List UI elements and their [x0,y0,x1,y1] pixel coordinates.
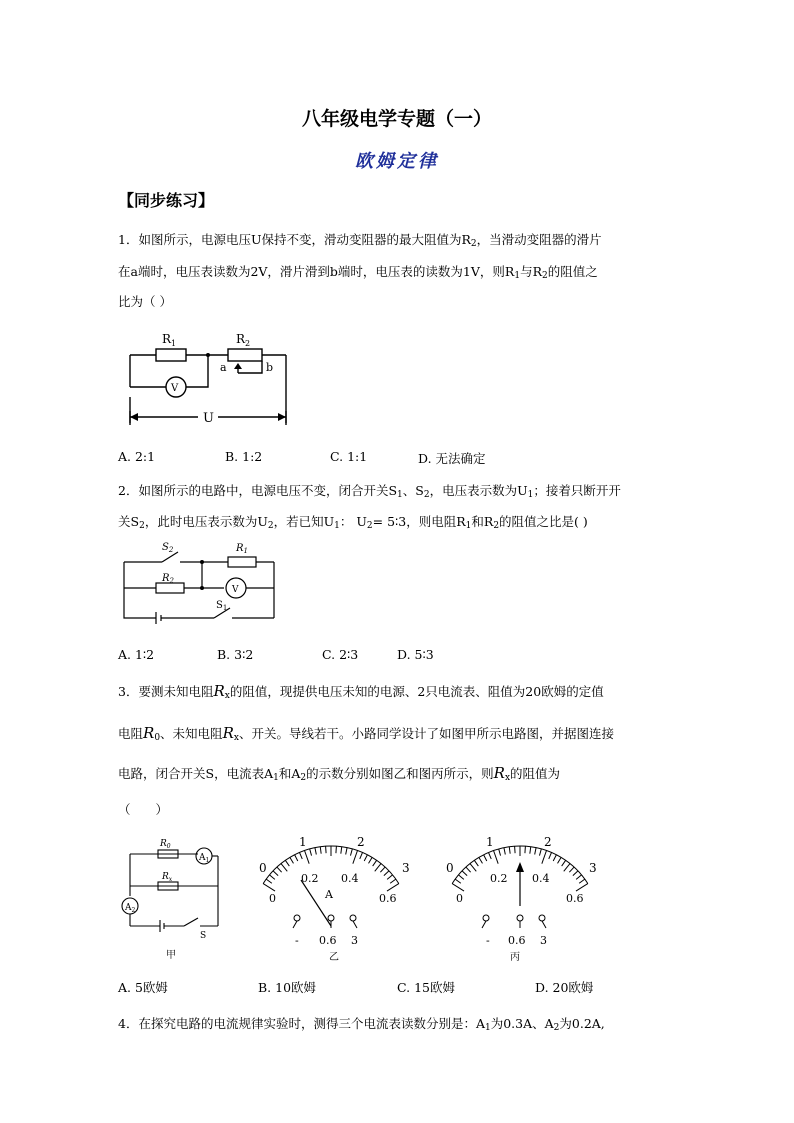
yi-bottom-0: 0 [269,892,276,905]
dial-tick [373,860,377,866]
bing-terminal-06: 0.6 [508,934,526,947]
yi-terminal-06: 0.6 [319,934,337,947]
dial-tick [579,879,585,883]
q2-option-d: D. 5∶3 [397,647,434,662]
dial-tick [290,857,294,863]
q2-option-c: C. 2∶3 [322,647,359,662]
dial-tick [499,849,501,856]
jia-rx-label: $R_x$ [162,872,173,883]
q1-u-label: U [203,411,214,426]
q3-option-b: B. 10欧姆 [258,980,317,995]
yi-top-3: 3 [402,861,410,875]
dial-tick [479,857,483,863]
yi-terminal-3: 3 [351,934,358,947]
dial-tick [341,847,342,854]
dial-tick [281,864,287,872]
q3-line-1: 3．要测未知电阻$R_x$的阻值，现提供电压未知的电源、2只电流表、阻值为20欧姆的定值 [118,682,604,701]
q1-option-b: B. 1:2 [225,449,263,464]
q1-line-3: 比为（ ） [118,294,172,309]
dial-tick [320,847,321,854]
q2-option-a: A. 1∶2 [118,647,155,662]
dial-tick [569,867,574,872]
q1-line-1: 1．如图所示，电源电压U保持不变，滑动变阻器的最大阻值为$R_2$，当滑动变阻器的滑片 [118,232,602,249]
page-subtitle: 欧姆定律 [355,151,439,172]
jia-a1-label: $A_1$ [199,853,210,864]
q1-voltmeter-label: V [171,383,179,394]
dial-tick [466,867,471,872]
bing-terminal-3: 3 [540,934,547,947]
dial-tick [350,849,352,856]
dial-tick [484,855,487,861]
q1-b-label: b [266,361,274,374]
dial-tick [273,871,278,876]
yi-bottom-1: 0.2 [301,872,319,885]
q1-r1-label: $R_1$ [162,332,177,348]
yi-caption: 乙 [329,952,339,962]
yi-terminal-minus: - [295,934,299,947]
q1-line-2: 在a端时，电压表读数为2V，滑片滑到b端时，电压表的读数为1V，则$R_1$与$R_2$的阻值之 [118,264,598,281]
q1-r2-label: $R_2$ [236,332,251,348]
dial-tick [285,860,289,866]
q3-figure-jia [118,830,228,960]
q2-s2-label: $S_2$ [162,542,174,554]
bing-caption: 丙 [510,952,520,962]
bing-top-1: 1 [486,835,494,849]
q1-option-c: C. 1:1 [330,449,368,464]
q2-r2-label: $R_2$ [162,573,174,585]
dial-tick [305,851,310,864]
dial-tick [553,855,556,861]
yi-top-1: 1 [299,835,307,849]
jia-a2-label: $A_2$ [125,903,136,914]
bing-top-3: 3 [589,861,597,875]
bing-bottom-3: 0.6 [566,892,584,905]
dial-tick [384,871,389,876]
q3-option-d: D. 20欧姆 [535,980,594,995]
bing-terminal-minus: - [486,934,490,947]
q2-option-b: B. 3∶2 [217,647,254,662]
q2-voltmeter-label: V [232,585,239,595]
bing-top-0: 0 [446,861,454,875]
yi-top-0: 0 [259,861,267,875]
yi-unit-label: A [325,888,333,901]
dial-tick [504,848,505,855]
dial-tick [488,852,491,858]
bing-bottom-2: 0.4 [532,872,550,885]
dial-tick [539,849,541,856]
q3-option-a: A. 5欧姆 [118,980,168,995]
dial-tick [387,875,392,879]
dial-tick [474,860,478,866]
q2-line-2: 关$S_2$，此时电压表示数为$U_2$，若已知$U_1$： $U_2=$ 5∶3，则电阻$R_1$和$R_2$的阻值之比是( ) [118,514,588,531]
bing-top-2: 2 [544,835,552,849]
dial-tick [549,852,552,858]
dial-tick [263,884,275,891]
dial-tick [455,879,461,883]
dial-tick [360,852,363,858]
bing-bottom-1: 0.2 [490,872,508,885]
q2-s1-label: $S_1$ [216,600,228,612]
q1-a-label: a [220,361,227,374]
section-heading: 【同步练习】 [118,191,215,210]
yi-bottom-3: 0.6 [379,892,397,905]
q3-option-c: C. 15欧姆 [397,980,455,995]
dial-tick [452,884,464,891]
dial-tick [530,847,531,854]
dial-tick [542,851,547,864]
dial-tick [576,884,588,891]
q4-line-1: 4．在探究电路的电流规律实验时，测得三个电流表读数分别是：$A_1$为0.3A、$A_2$为0.2A, [118,1016,605,1033]
q2-line-1: 2．如图所示的电路中，电源电压不变，闭合开关$S_1$、$S_2$，电压表示数为$U_1$；接着只断开开 [118,483,621,500]
q3-figure-yi [245,826,425,962]
dial-tick [277,867,282,872]
dial-tick [576,875,581,879]
q1-option-d: D. 无法确定 [418,451,486,466]
dial-tick [562,860,566,866]
dial-tick [266,879,272,883]
q2-r1-label: $R_1$ [236,543,248,555]
dial-tick [369,857,373,863]
dial-tick [315,848,316,855]
bing-bottom-0: 0 [456,892,463,905]
page-title: 八年级电学专题（一） [301,108,492,130]
dial-tick [269,875,274,879]
dial-tick [509,847,510,854]
dial-tick [375,864,381,872]
q3-line-3: 电路，闭合开关S，电流表$A_1$和$A_2$的示数分别如图乙和图丙所示，则$R_x$的阻值为 [118,764,561,783]
dial-tick [299,852,302,858]
dial-tick [535,848,536,855]
q3-line-2: 电阻$R_0$、未知电阻$R_x$、开关。导线若干。小路同学设计了如图甲所示电路图，并据图连接 [118,724,614,743]
dial-tick [364,855,367,861]
q1-circuit-figure [118,325,298,435]
dial-tick [494,851,499,864]
dial-tick [380,867,385,872]
yi-bottom-2: 0.4 [341,872,359,885]
jia-r0-label: $R_0$ [160,839,171,850]
jia-caption: 甲 [166,950,176,960]
dial-tick [353,851,358,864]
dial-tick [295,855,298,861]
dial-tick [458,875,463,879]
q3-figure-bing [432,826,612,962]
dial-tick [564,864,570,872]
dial-tick [387,884,399,891]
dial-tick [558,857,562,863]
dial-tick [573,871,578,876]
q3-line-4: （ ） [118,802,169,817]
jia-s-label: S [200,931,207,941]
dial-tick [390,879,396,883]
dial-tick [470,864,476,872]
q2-circuit-figure [118,538,288,628]
dial-tick [346,848,347,855]
dial-tick [310,849,312,856]
q1-option-a: A. 2:1 [118,449,156,464]
dial-tick [462,871,467,876]
yi-top-2: 2 [357,835,365,849]
